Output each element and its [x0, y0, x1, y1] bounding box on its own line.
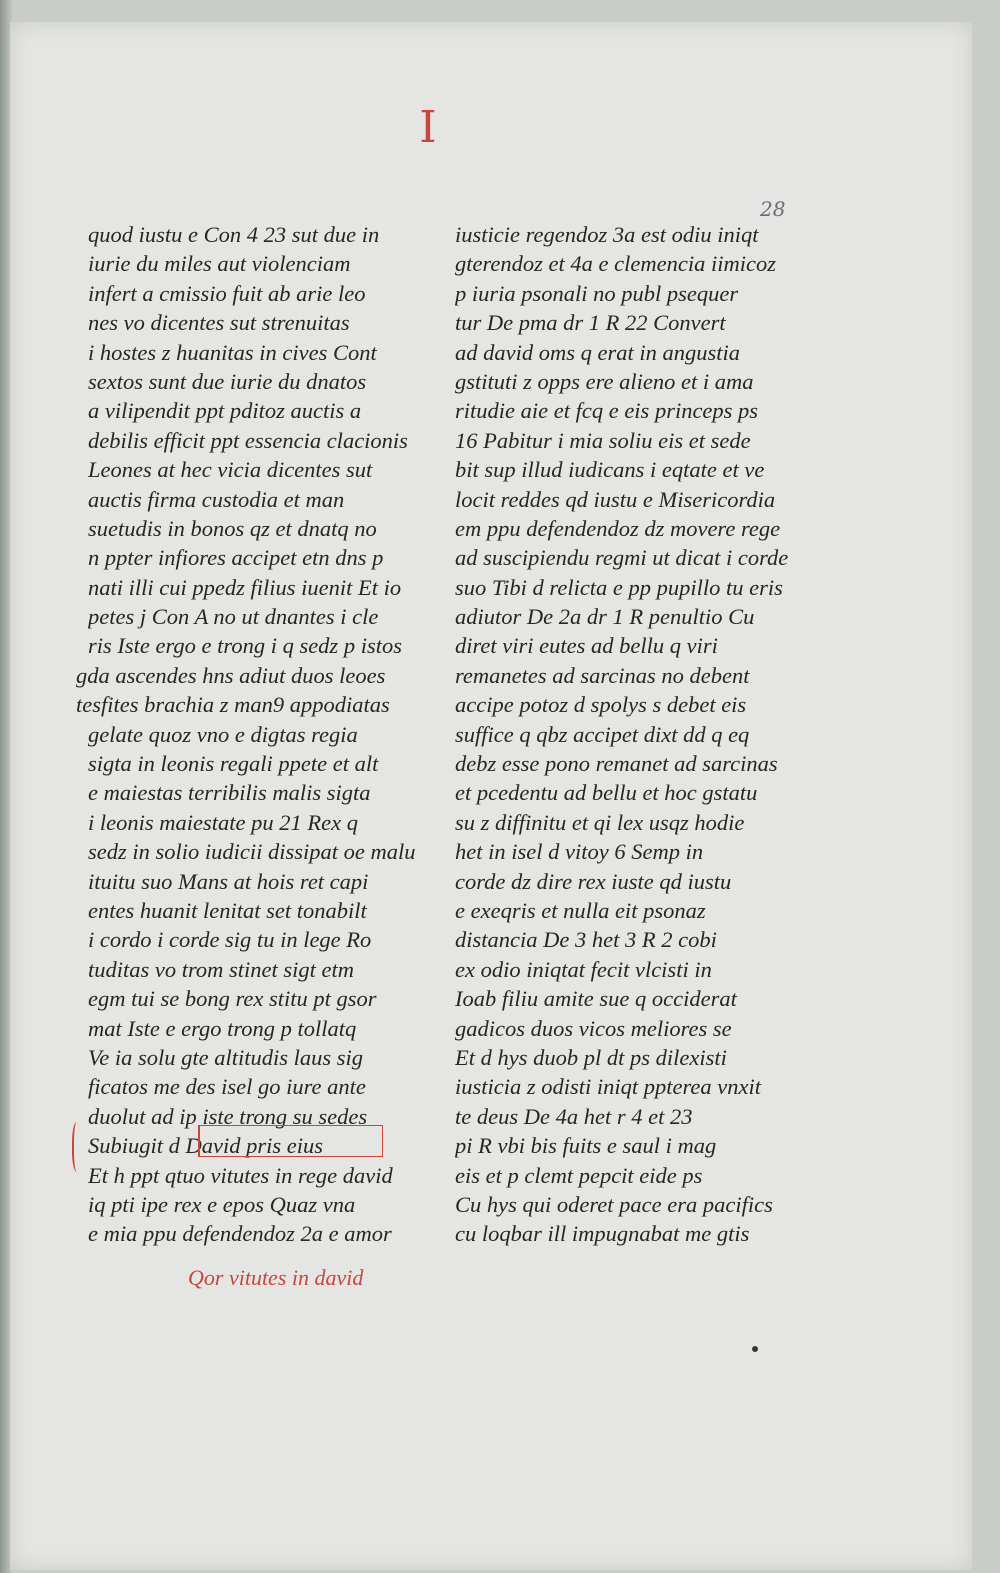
text-line: gstituti z opps ere alieno et i ama	[455, 368, 754, 394]
text-line: Et d hys duob pl dt ps dilexisti	[455, 1044, 727, 1070]
paragraph-mark	[72, 1122, 84, 1172]
text-line: ficatos me des isel go iure ante	[88, 1074, 366, 1100]
text-line: ad david oms q erat in angustia	[455, 339, 740, 365]
text-line: bit sup illud iudicans i eqtate et ve	[455, 457, 765, 483]
text-line: iusticie regendoz 3a est odiu iniqt	[455, 222, 759, 247]
rubricated-initial: I	[419, 102, 437, 153]
left-text-column	[76, 220, 418, 1249]
text-line: ex odio iniqtat fecit vlcisti in	[455, 956, 712, 982]
text-line: a vilipendit ppt pditoz auctis a	[88, 398, 362, 424]
text-line: mat Iste e ergo trong p tollatq	[88, 1015, 357, 1041]
text-line: accipe potoz d spolys s debet eis	[455, 692, 747, 718]
text-line: Cu hys qui oderet pace era pacifics	[455, 1191, 773, 1217]
text-line: 16 Pabitur i mia soliu eis et sede	[455, 427, 751, 453]
text-line: entes huanit lenitat set tonabilt	[88, 897, 367, 923]
text-line: quod iustu e Con 4 23 sut due in	[88, 222, 380, 247]
text-line: i leonis maiestate pu 21 Rex q	[88, 809, 358, 835]
text-line: Et h ppt qtuo vitutes in rege david	[88, 1162, 393, 1188]
text-line: remanetes ad sarcinas no debent	[455, 662, 750, 688]
text-line: iq pti ipe rex e epos Quaz vna	[88, 1191, 356, 1217]
text-line: Leones at hec vicia dicentes sut	[88, 457, 373, 483]
text-line: duolut ad ip iste trong su sedes	[88, 1103, 368, 1129]
text-line: et pcedentu ad bellu et hoc gstatu	[455, 780, 758, 806]
text-line: tesfites brachia z man9 appodiatas	[76, 692, 390, 718]
text-line: gelate quoz vno e digtas regia	[88, 721, 358, 747]
text-line: nes vo dicentes sut strenuitas	[88, 310, 350, 336]
text-line: em ppu defendendoz dz movere rege	[455, 515, 781, 541]
text-line: tur De pma dr 1 R 22 Convert	[455, 310, 726, 336]
text-line: het in isel d vitoy 6 Semp in	[455, 839, 704, 865]
text-line: e exeqris et nulla eit psonaz	[455, 897, 706, 923]
text-line: petes j Con A no ut dnantes i cle	[88, 604, 379, 630]
text-line: auctis firma custodia et man	[88, 486, 345, 512]
text-line: i cordo i corde sig tu in lege Ro	[88, 927, 372, 953]
text-line: ituitu suo Mans at hois ret capi	[88, 868, 369, 894]
text-line: adiutor De 2a dr 1 R penultio Cu	[455, 604, 755, 630]
text-line: n ppter infiores accipet etn dns p	[88, 545, 384, 571]
text-line: suetudis in bonos qz et dnatq no	[88, 515, 377, 541]
text-line: eis et p clemt pepcit eide ps	[455, 1162, 703, 1188]
text-line: suo Tibi d relicta e pp pupillo tu eris	[455, 574, 783, 600]
text-line: corde dz dire rex iuste qd iustu	[455, 868, 732, 894]
text-line: cu loqbar ill impugnabat me gtis	[455, 1221, 750, 1247]
text-line: debilis efficit ppt essencia clacionis	[88, 427, 408, 453]
text-line: Subiugit d David pris eius	[88, 1133, 323, 1159]
text-line: i hostes z huanitas in cives Cont	[88, 339, 377, 365]
text-line: pi R vbi bis fuits e saul i mag	[455, 1133, 717, 1159]
text-line: ris Iste ergo e trong i q sedz p istos	[88, 633, 402, 659]
text-line: locit reddes qd iustu e Misericordia	[455, 486, 776, 512]
rubric-note: Qor vitutes in david	[188, 1265, 364, 1290]
ink-dot	[752, 1346, 758, 1352]
text-line: gterendoz et 4a e clemencia iimicoz	[455, 251, 776, 277]
right-text-column	[455, 220, 805, 1249]
text-line: p iuria psonali no publ psequer	[455, 280, 739, 306]
boxed-phrase-frame	[198, 1125, 383, 1157]
text-line: e mia ppu defendendoz 2a e amor	[88, 1221, 392, 1247]
text-line: distancia De 3 het 3 R 2 cobi	[455, 927, 717, 953]
text-line: ad suscipiendu regmi ut dicat i corde	[455, 545, 789, 571]
text-line: debz esse pono remanet ad sarcinas	[455, 751, 778, 777]
text-line: e maiestas terribilis malis sigta	[88, 780, 371, 806]
text-line: su z diffinitu et qi lex usqz hodie	[455, 809, 745, 835]
text-line: gda ascendes hns adiut duos leoes	[76, 662, 386, 688]
text-line: infert a cmissio fuit ab arie leo	[88, 280, 366, 306]
folio-number: 28	[760, 197, 786, 221]
text-line: tuditas vo trom stinet sigt etm	[88, 956, 355, 982]
text-line: sedz in solio iudicii dissipat oe malu	[88, 839, 416, 865]
text-line: sextos sunt due iurie du dnatos	[88, 368, 367, 394]
text-line: egm tui se bong rex stitu pt gsor	[88, 986, 377, 1012]
text-line: suffice q qbz accipet dixt dd q eq	[455, 721, 750, 747]
text-line: Ve ia solu gte altitudis laus sig	[88, 1044, 364, 1070]
text-line: gadicos duos vicos meliores se	[455, 1015, 732, 1041]
text-line: ritudie aie et fcq e eis princeps ps	[455, 398, 759, 424]
text-line: Ioab filiu amite sue q occiderat	[455, 986, 737, 1012]
text-line: iurie du miles aut violenciam	[88, 251, 351, 277]
text-line: te deus De 4a het r 4 et 23	[455, 1103, 693, 1129]
text-line: sigta in leonis regali ppete et alt	[88, 751, 379, 777]
text-line: iusticia z odisti iniqt ppterea vnxit	[455, 1074, 762, 1100]
text-line: diret viri eutes ad bellu q viri	[455, 633, 718, 659]
text-line: nati illi cui ppedz filius iuenit Et io	[88, 574, 402, 600]
